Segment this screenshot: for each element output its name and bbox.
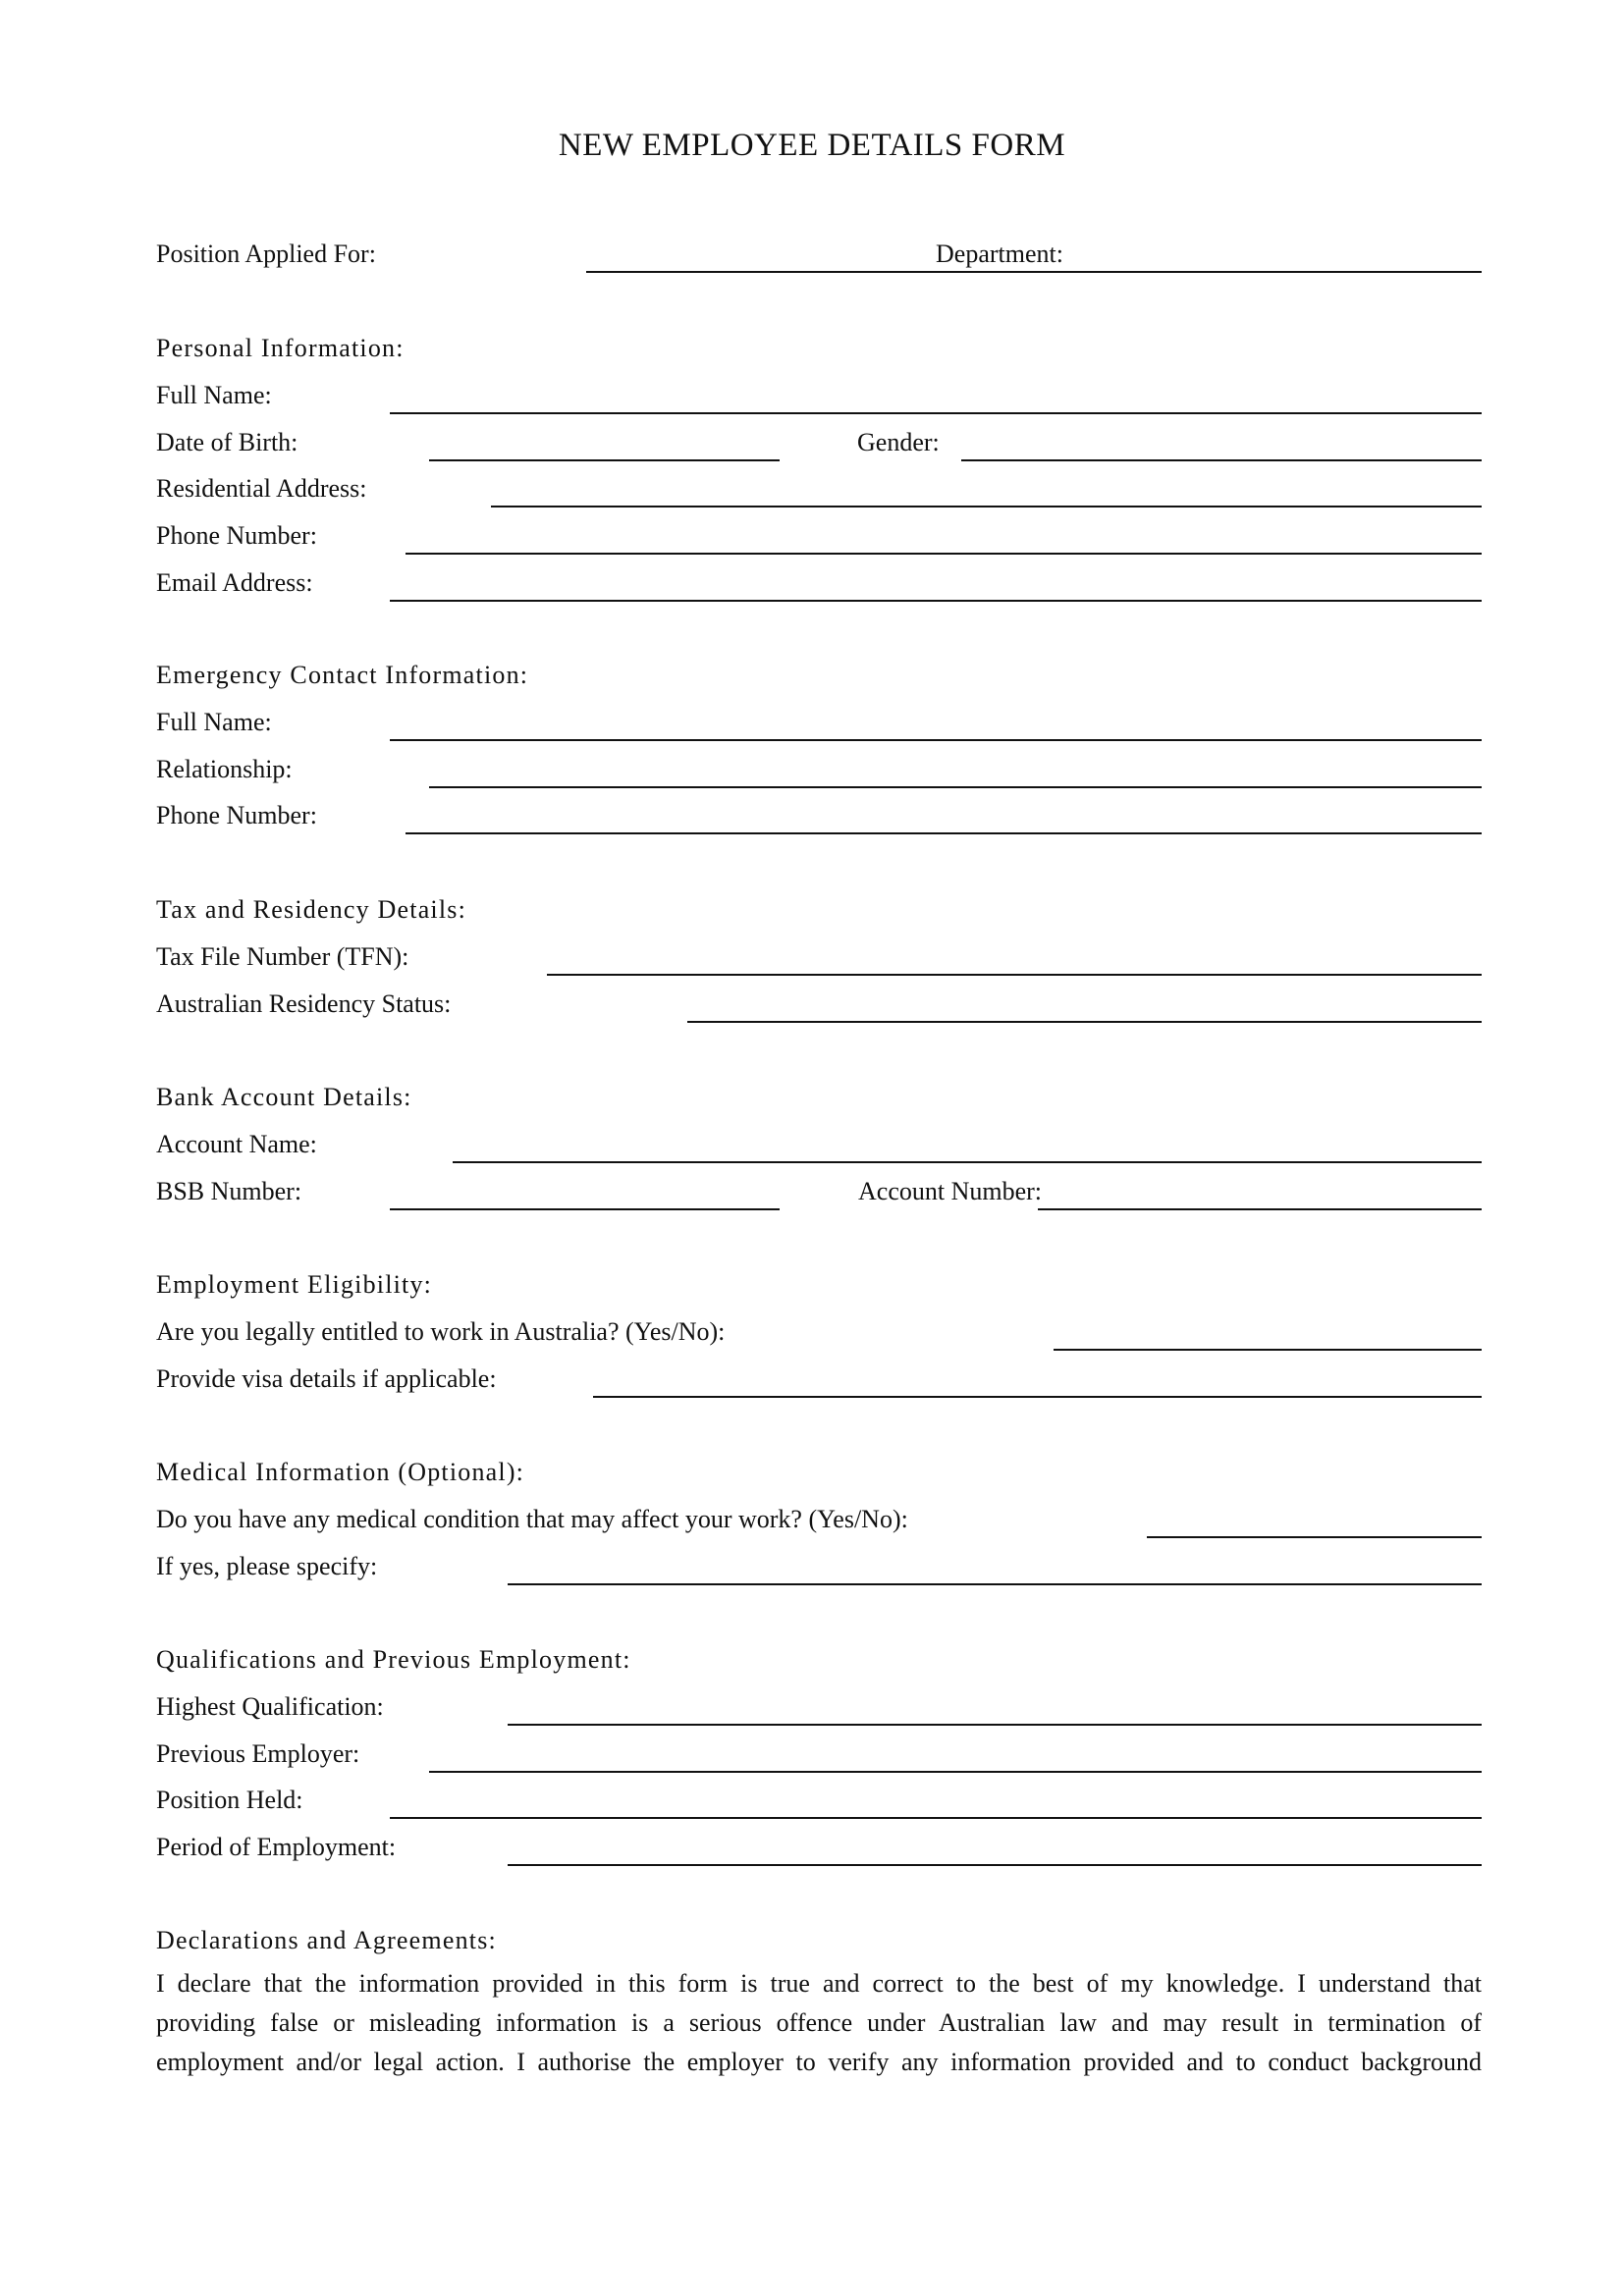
gender-field[interactable] [961,459,1482,461]
phone-number-label: Phone Number: [156,521,317,550]
full-name-field[interactable] [390,412,1482,414]
visa-details-label: Provide visa details if applicable: [156,1364,497,1393]
personal-info-heading: Personal Information: [156,334,405,362]
email-address-label: Email Address: [156,568,313,597]
emergency-full-name-field[interactable] [390,739,1482,741]
position-applied-field[interactable] [586,271,1482,273]
position-applied-label: Position Applied For: [156,240,376,268]
medical-specify-label: If yes, please specify: [156,1552,378,1580]
period-of-employment-field[interactable] [508,1864,1482,1866]
previous-employer-label: Previous Employer: [156,1739,360,1768]
legally-entitled-field[interactable] [1054,1349,1482,1351]
employment-eligibility-heading: Employment Eligibility: [156,1270,433,1299]
full-name-label: Full Name: [156,381,272,409]
visa-details-field[interactable] [593,1396,1482,1398]
account-name-label: Account Name: [156,1130,317,1158]
tfn-field[interactable] [547,974,1482,976]
medical-info-heading: Medical Information (Optional): [156,1458,525,1486]
residential-address-field[interactable] [491,506,1482,507]
emergency-phone-field[interactable] [406,832,1482,834]
account-number-field[interactable] [1038,1208,1482,1210]
account-number-label: Account Number: [858,1177,1043,1205]
legally-entitled-label: Are you legally entitled to work in Australia? (Yes/No): [156,1317,726,1346]
declaration-paragraph [156,1964,1482,2082]
medical-condition-field[interactable] [1147,1536,1482,1538]
highest-qualification-field[interactable] [508,1724,1482,1726]
residency-status-label: Australian Residency Status: [156,989,452,1018]
tfn-label: Tax File Number (TFN): [156,942,409,971]
date-of-birth-label: Date of Birth: [156,428,298,456]
qualifications-heading: Qualifications and Previous Employment: [156,1645,631,1674]
emergency-phone-label: Phone Number: [156,801,317,829]
position-held-field[interactable] [390,1817,1482,1819]
emergency-contact-heading: Emergency Contact Information: [156,661,529,689]
email-address-field[interactable] [390,600,1482,602]
account-name-field[interactable] [453,1161,1482,1163]
emergency-full-name-label: Full Name: [156,708,272,736]
declaration-line: I declare that the information provided in this form is true and correct to the best of my knowledge. I understand that [156,1969,1482,1998]
bsb-number-label: BSB Number: [156,1177,302,1205]
medical-specify-field[interactable] [508,1583,1482,1585]
bank-account-heading: Bank Account Details: [156,1083,412,1111]
previous-employer-field[interactable] [429,1771,1482,1773]
medical-condition-label: Do you have any medical condition that may affect your work? (Yes/No): [156,1505,908,1533]
residency-status-field[interactable] [687,1021,1482,1023]
period-of-employment-label: Period of Employment: [156,1833,397,1861]
residential-address-label: Residential Address: [156,474,367,503]
department-label: Department: [936,240,1063,268]
position-held-label: Position Held: [156,1786,303,1814]
gender-label: Gender: [857,428,940,456]
relationship-label: Relationship: [156,755,293,783]
tax-residency-heading: Tax and Residency Details: [156,895,467,924]
declaration-line: employment and/or legal action. I authorise the employer to verify any information provided and to conduct background [156,2048,1482,2076]
declarations-heading: Declarations and Agreements: [156,1926,497,1954]
date-of-birth-field[interactable] [429,459,780,461]
form-title: NEW EMPLOYEE DETAILS FORM [558,128,1066,163]
highest-qualification-label: Highest Qualification: [156,1692,384,1721]
phone-number-field[interactable] [406,553,1482,555]
bsb-number-field[interactable] [390,1208,780,1210]
relationship-field[interactable] [429,786,1482,788]
declaration-line: providing false or misleading information is a serious offence under Australian law and may result in termination of [156,2008,1482,2037]
